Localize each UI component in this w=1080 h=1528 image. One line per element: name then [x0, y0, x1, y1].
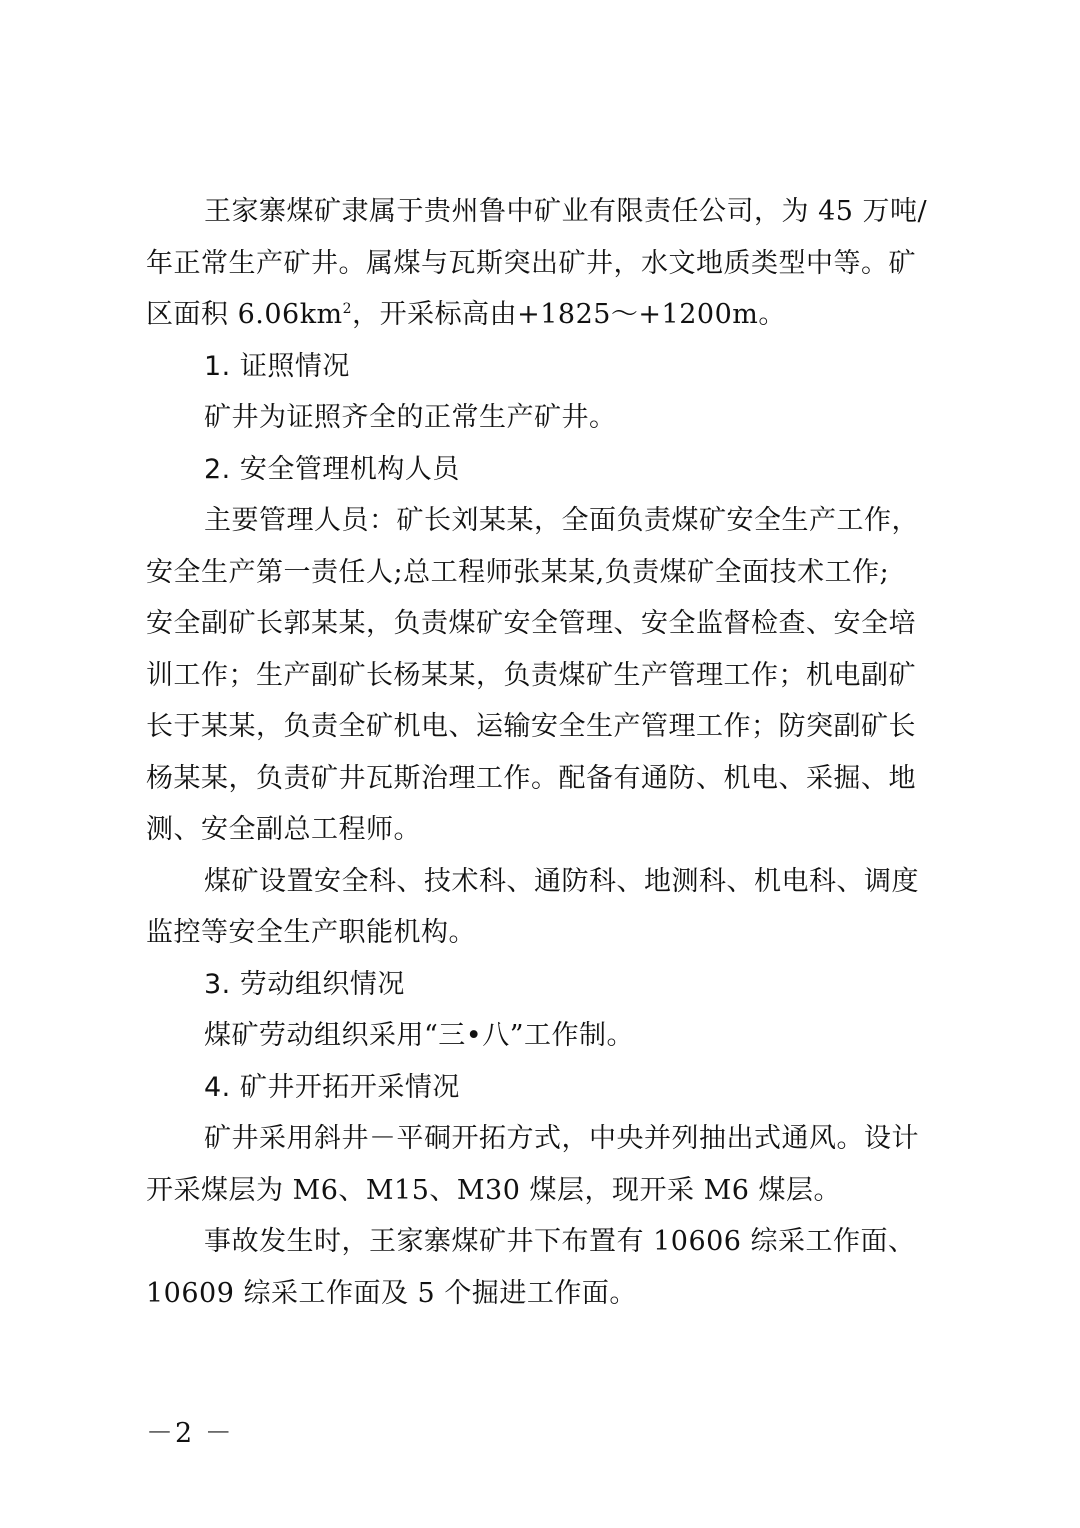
section-2-p1-line-3: 安全副矿长郭某某，负责煤矿安全管理、安全监督检查、安全培 [146, 608, 916, 639]
section-heading-4: 4. 矿井开拓开采情况 [204, 1071, 460, 1103]
section-2-p1-line-4: 训工作；生产副矿长杨某某，负责煤矿生产管理工作；机电副矿 [146, 659, 916, 691]
intro-line-3-text: 区面积 6.06km [146, 299, 343, 330]
section-4-p1-line-1: 矿井采用斜井－平硐开拓方式，中央并列抽出式通风。设计 [204, 1123, 919, 1154]
intro-line-1: 王家寨煤矿隶属于贵州鲁中矿业有限责任公司，为 45 万吨/ [204, 196, 928, 227]
section-1-paragraph [146, 392, 946, 444]
section-4-paragraph-1 [146, 1113, 946, 1216]
intro-line-3 [146, 289, 946, 341]
intro-line-3-text-end: ，开采标高由+1825～+1200m。 [352, 299, 786, 330]
section-4-p1-line-2: 开采煤层为 M6、M15、M30 煤层，现开采 M6 煤层。 [146, 1174, 841, 1206]
section-2-paragraph-1 [146, 495, 946, 856]
document-body [146, 186, 946, 1319]
section-2-p1-line-1: 主要管理人员：矿长刘某某，全面负责煤矿安全生产工作， [204, 505, 919, 536]
section-3-line-1: 煤矿劳动组织采用“三•八”工作制。 [204, 1020, 635, 1051]
section-heading-2: 2. 安全管理机构人员 [204, 453, 460, 485]
section-1-line-1: 矿井为证照齐全的正常生产矿井。 [204, 402, 617, 433]
section-heading-3: 3. 劳动组织情况 [204, 968, 405, 1000]
section-2-paragraph-2 [146, 856, 946, 959]
section-heading-1: 1. 证照情况 [204, 350, 350, 382]
superscript: 2 [342, 301, 353, 317]
page-number: －2 － [146, 1418, 234, 1449]
section-4-paragraph-2 [146, 1216, 946, 1319]
section-2-p1-line-2: 安全生产第一责任人;总工程师张某某,负责煤矿全面技术工作; [146, 556, 890, 588]
section-2-p1-line-6: 杨某某，负责矿井瓦斯治理工作。配备有通防、机电、采掘、地 [146, 762, 916, 794]
intro-line-2: 年正常生产矿井。属煤与瓦斯突出矿井，水文地质类型中等。矿 [146, 247, 916, 279]
intro-paragraph [146, 186, 946, 341]
section-4-p2-line-1: 事故发生时，王家寨煤矿井下布置有 10606 综采工作面、 [204, 1226, 916, 1257]
section-2-p2-line-1: 煤矿设置安全科、技术科、通防科、地测科、机电科、调度 [204, 865, 919, 897]
section-2-p2-line-2: 监控等安全生产职能机构。 [146, 917, 476, 948]
section-3-paragraph [146, 1010, 946, 1062]
section-2-p1-line-5: 长于某某，负责全矿机电、运输安全生产管理工作；防突副矿长 [146, 711, 916, 742]
section-4-p2-line-2: 10609 综采工作面及 5 个掘进工作面。 [146, 1277, 637, 1309]
section-2-p1-line-7: 测、安全副总工程师。 [146, 814, 421, 845]
